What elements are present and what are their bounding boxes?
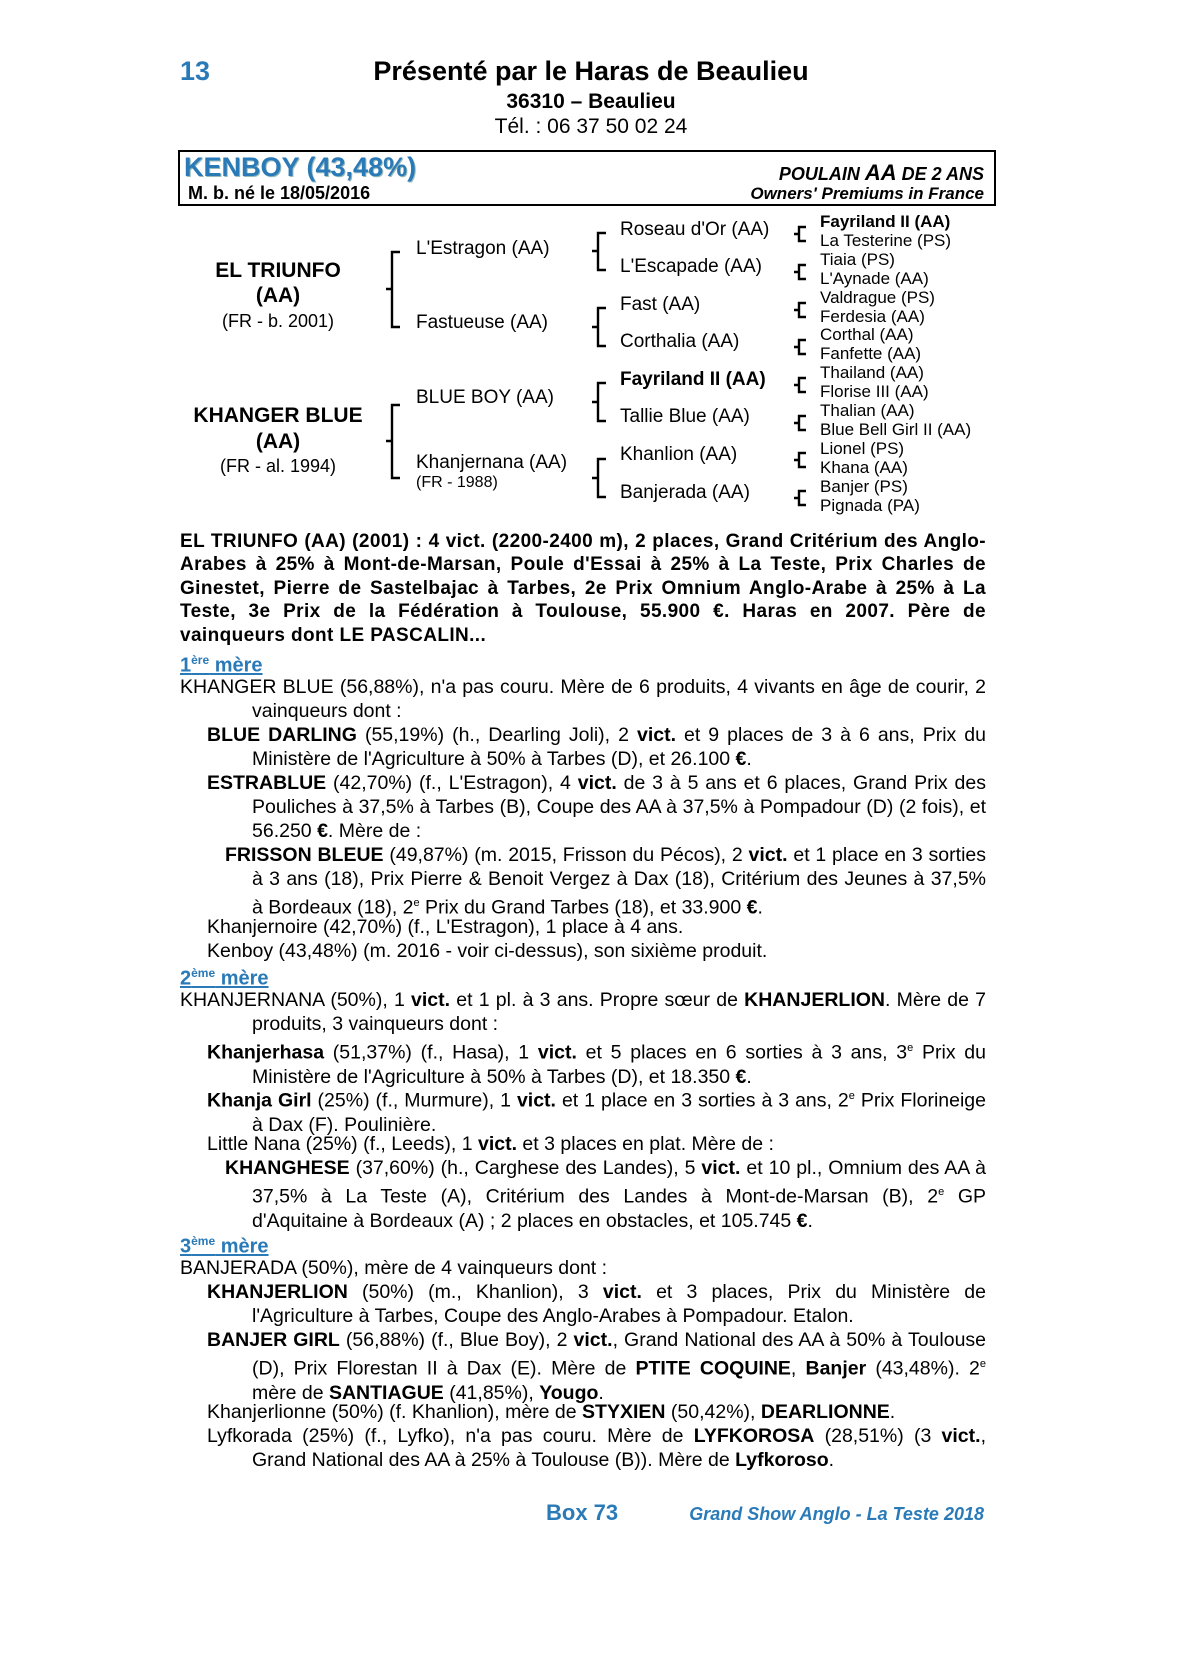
first-dam-heading: 1ère mère (180, 653, 263, 677)
gen3-entry: Banjerada (AA) (620, 482, 750, 503)
gen4-entry: La Testerine (PS) (820, 231, 952, 250)
gen4-entry: Thailand (AA) (820, 363, 924, 382)
gen3-entry: Roseau d'Or (AA) (620, 219, 770, 240)
sire-info: (FR - b. 2001) (221, 311, 335, 331)
gen4-entry: Pignada (PA) (820, 496, 920, 515)
page-title: Présenté par le Haras de Beaulieu (373, 56, 809, 86)
gen4-entry: Valdrague (PS) (820, 288, 935, 307)
progeny-entry: Little Nana (25%) (f., Leeds), 1 vict. et 3 places en plat. Mère de : (207, 1133, 774, 1155)
first-dam-lead: KHANGER BLUE (56,88%), n'a pas couru. Mère de 6 produits, 4 vivants en âge de courir, 2 vainqueurs dont : (180, 676, 986, 722)
gen4-entry: Blue Bell Girl II (AA) (820, 420, 972, 439)
progeny-entry: Khanjernoire (42,70%) (f., L'Estragon), 1 place à 4 ans. (207, 916, 684, 938)
second-dam-heading: 2ème mère (180, 966, 269, 990)
gen4-entry: Khana (AA) (820, 458, 908, 477)
gen3-entry: Corthalia (AA) (620, 331, 740, 352)
gen2-note: (FR - 1988) (416, 474, 498, 491)
gen4-entry: L'Aynade (AA) (820, 269, 929, 288)
progeny-entry: Lyfkorada (25%) (f., Lyfko), n'a pas couru. Mère de LYFKOROSA (28,51%) (3 vict., Grand National des AA à 25% à Toulouse (B)). Mère de Lyfkoroso. (207, 1425, 986, 1471)
horse-name: KENBOY (43,48%) (184, 152, 417, 182)
sire-breed: (AA) (255, 284, 301, 307)
dam-info: (FR - al. 1994) (219, 456, 337, 476)
gen4-entry: Fayriland II (AA) (820, 212, 951, 231)
lot-number: 13 (180, 56, 211, 86)
gen4-entry: Tiaia (PS) (820, 250, 895, 269)
progeny-entry: Kenboy (43,48%) (m. 2016 - voir ci-dessus), son sixième produit. (207, 940, 768, 962)
gen3-entry: L'Escapade (AA) (620, 256, 762, 277)
phone-number: Tél. : 06 37 50 02 24 (494, 115, 688, 138)
gen3-entry: Tallie Blue (AA) (620, 406, 750, 427)
gen4-entry: Florise III (AA) (820, 382, 929, 401)
gen2-entry: Khanjernana (AA) (416, 452, 568, 473)
dam-name: KHANGER BLUE (193, 404, 363, 427)
postal-address: 36310 – Beaulieu (506, 90, 676, 113)
gen4-entry: Thalian (AA) (820, 401, 915, 420)
progeny-entry: BANJER GIRL (56,88%) (f., Blue Boy), 2 vict., Grand National des AA à 50% à Toulouse (D), Prix Florestan II à Dax (E). Mère de PTITE COQUINE, Banjer (43,48%). 2e mère de SANTIAGUE (41,85%), Yougo. (207, 1329, 987, 1404)
gen4-entry: Corthal (AA) (820, 325, 914, 344)
progeny-entry: KHANGHESE (37,60%) (h., Carghese des Landes), 5 vict. et 10 pl., Omnium des AA à 37,5% à La Teste (A), Critérium des Landes à Mont-de-Marsan (B), 2e GP d'Aquitaine à Bordeaux (A) ; 2 places en obstacles, et 105.745 €. (225, 1157, 986, 1232)
gen2-entry: L'Estragon (AA) (416, 238, 550, 259)
horse-description: POULAIN AA DE 2 ANS (778, 160, 984, 185)
show-name: Grand Show Anglo - La Teste 2018 (689, 1504, 984, 1524)
gen4-entry: Lionel (PS) (820, 439, 905, 458)
gen4-entry: Fanfette (AA) (820, 344, 922, 363)
progeny-entry: Khanjerhasa (51,37%) (f., Hasa), 1 vict. et 5 places en 6 sorties à 3 ans, 3e Prix du Ministère de l'Agriculture à 50% à Tarbes (D), et 18.350 €. (207, 1041, 986, 1088)
gen3-entry: Khanlion (AA) (620, 444, 738, 465)
horse-birth: M. b. né le 18/05/2016 (188, 183, 371, 203)
dam-breed: (AA) (255, 430, 301, 453)
third-dam-lead: BANJERADA (50%), mère de 4 vainqueurs dont : (180, 1257, 608, 1279)
gen2-entry: BLUE BOY (AA) (416, 387, 554, 408)
gen3-entry: Fayriland II (AA) (620, 369, 766, 390)
progeny-entry: FRISSON BLEUE (49,87%) (m. 2015, Frisson du Pécos), 2 vict. et 1 place en 3 sorties à 3 ans (18), Prix Pierre & Benoit Vergez à Dax (18), Critérium des Jeunes à 37,5% à Bordeaux (18), 2e Prix du Grand Tarbes (18), et 33.900 €. (225, 844, 986, 919)
progeny-entry: ESTRABLUE (42,70%) (f., L'Estragon), 4 vict. de 3 à 5 ans et 6 places, Grand Prix des Pouliches à 37,5% à Tarbes (B), Coupe des AA à 37,5% à Pompadour (D) (2 fois), et 56.250 €. Mère de : (207, 772, 986, 842)
box-number: Box 73 (546, 1500, 619, 1525)
sire-record: EL TRIUNFO (AA) (2001) : 4 vict. (2200-2400 m), 2 places, Grand Critérium des Anglo-Arabes à 25% à Mont-de-Marsan, Poule d'Essai à 25% à La Teste, Prix Charles de Ginestet, Pierre de Sastelbajac à Tarbes, 2e Prix Omnium Anglo-Arabe à 25% à La Teste, 3e Prix de la Fédération à Toulouse, 55.900 €. Haras en 2007. Père de vainqueurs dont LE PASCALIN... (180, 531, 986, 646)
sire-name: EL TRIUNFO (215, 259, 341, 282)
progeny-entry: KHANJERLION (50%) (m., Khanlion), 3 vict. et 3 places, Prix du Ministère de l'Agriculture à Tarbes, Coupe des Anglo-Arabes à Pompadour. Etalon. (207, 1281, 986, 1327)
progeny-entry: Khanjerlionne (50%) (f. Khanlion), mère de STYXIEN (50,42%), DEARLIONNE. (207, 1401, 896, 1423)
progeny-entry: Khanja Girl (25%) (f., Murmure), 1 vict. et 1 place en 3 sorties à 3 ans, 2e Prix Florineige à Dax (F). Poulinière. (207, 1089, 987, 1136)
gen3-entry: Fast (AA) (620, 294, 701, 315)
owners-premiums: Owners' Premiums in France (750, 184, 984, 203)
progeny-entry: BLUE DARLING (55,19%) (h., Dearling Joli), 2 vict. et 9 places de 3 à 6 ans, Prix du Ministère de l'Agriculture à 50% à Tarbes (D), et 26.100 €. (207, 724, 986, 770)
third-dam-heading: 3ème mère (180, 1234, 269, 1258)
gen2-entry: Fastueuse (AA) (416, 312, 548, 333)
second-dam-lead: KHANJERNANA (50%), 1 vict. et 1 pl. à 3 ans. Propre sœur de KHANJERLION. Mère de 7 produits, 3 vainqueurs dont : (180, 989, 986, 1035)
gen4-entry: Ferdesia (AA) (820, 307, 925, 326)
gen4-entry: Banjer (PS) (820, 477, 908, 496)
